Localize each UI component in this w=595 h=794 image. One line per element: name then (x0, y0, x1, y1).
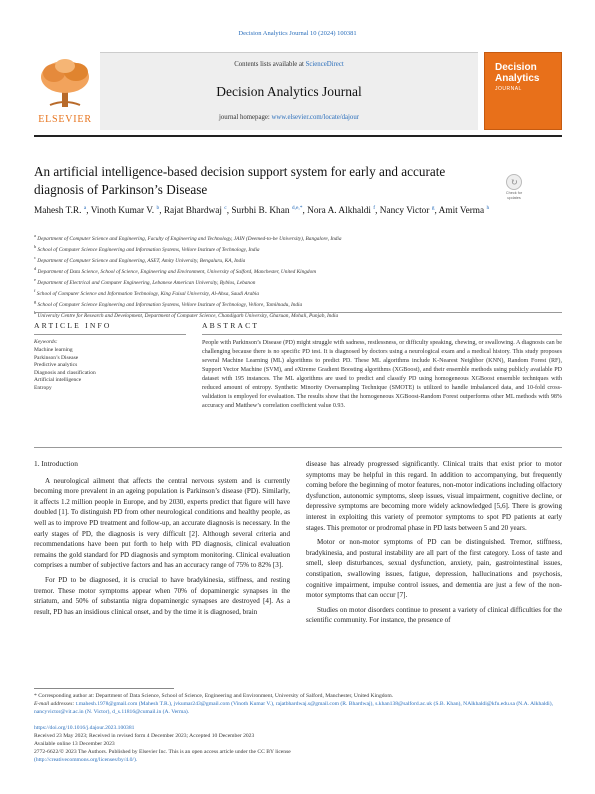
keywords-label: Keywords: (34, 339, 58, 345)
body-paragraph: Studies on motor disorders continue to present a variety of clinical difficulties for the scientific community. For instance, the presence of (306, 605, 562, 625)
body-paragraph: Motor or non-motor symptoms of PD can be distinguished. Tremor, stiffness, bradykinesia, and postural instability are all part of the first category. Loss of taste and smell, sleep disturbances, sexual dysfunction, anxiety, pain, gastrointestinal issues, constipation, swallowing issues, fatigue, depression, hallucinations and psychosis, cognitive impairment, impulse control issues, and dementia are just a few of the non-motor symptoms that can occur [7]. (306, 538, 562, 600)
journal-name: Decision Analytics Journal (216, 84, 362, 99)
keyword: Entropy (34, 384, 52, 391)
contents-available (100, 61, 478, 68)
header-divider (34, 135, 562, 137)
affiliation: $^g$ School of Computer Science Engineering and Information Systems, Vellore Institute of Technology, Vellore, Tamilnadu, India (34, 298, 303, 308)
body-paragraph: For PD to be diagnosed, it is crucial to have bradykinesia, stiffness, and resting tremor. These motor symptoms appear when 70% of dopaminergic synapses in the striatum, and 50% of substantia nigra dopaminergic synapses are destroyed [4]. As a result, PD has an insidious clinical onset, and by the time it is diagnosed, brain (34, 575, 290, 616)
author[interactable]: Vinoth Kumar V. $^b$ (90, 205, 160, 217)
body-paragraph: disease has already progressed significantly. Clinical traits that exist prior to motor symptoms may be helpful in this regard. In addition to accompanying, but frequently coming before the beginning of motor features, non-motor indications including olfactory dysfunction, autonomic symptoms, sleep issues, visual impairment, cognitive decline, or depressive symptoms are becoming more widely acknowledged [5,6]. There is growing interest in exploiting this variety of premotor symptoms to spot PD patients at early stages. This premotor or prodromal phase in PD lasts between 5 and 20 years. (306, 460, 562, 532)
check-updates-label: Check for updates (505, 191, 523, 200)
author[interactable]: Surbhi B. Khan $^{d,e,*}$ (231, 205, 303, 217)
abstract-text: People with Parkinson’s Disease (PD) might struggle with sadness, restlessness, or difficulty speaking, chewing, or swallowing. A diagnosis can be challenging because there is no specific PD test. It is diagnosed by doctors using a neurological exam and a medical history. This study proposes several Machine Learning (ML) algorithms to predict PD. These ML algorithms include K-Nearest Neighbor (KNN), Random Forest (RF), Support Vector Machine (SVM), and eXtreme Gradient Boosting algorithms (XGBoost), and their ensemble methods using publicly available PD dataset with 195 instances. The ML algorithms are used to predict and classify PD using homogeneous XGBoost ensemble techniques with reduced amount of entropy. Synthetic Minority Oversampling Technique (SMOTE) is utilized to handle imbalanced data, and 10-fold cross-validation is employed for evaluation. The results show that the homogeneous XGBoost-Random Forest outperforms other ML methods with 98% accuracy and Matthew’s correlation coefficient value 0.93. (202, 340, 562, 409)
elsevier-tree-icon (34, 54, 96, 112)
article-title: An artificial intelligence-based decision support system for early and accurate diagnosis of Parkinson’s Disease (34, 164, 446, 197)
email-links[interactable]: t.mahesh.1978@gmail.com (Mahesh T.R.), jvkumar243@gmail.com (Vinoth Kumar V.), rajatbhardwaj.s@gmail.com (R. Bhardwaj), s.khan138@salford.ac.uk (S.B. Khan), NAlkhaldi@kfu.edu.sa (N.A. Alkhaldi), nancyvictor@vit.ac.in (N. Victor), d_s.11816@cumail.in (A. Verma). (34, 701, 553, 716)
body-column-left (34, 459, 290, 621)
author[interactable]: Amit Verma $^h$ (438, 205, 490, 217)
author[interactable]: Nancy Victor $^g$ (379, 205, 435, 217)
body-paragraph: A neurological ailment that affects the central nervous system and is currently becoming more prevalent in an ageing population is Parkinson’s disease (PD). Similarly, it affects 1.2 million people in Europe, and by 2030, experts predict that figure will have doubled [1]. To distinguish PD from other neurological conditions and healthy people, as well as to improve PD treatment and follow-up, an accurate diagnosis is necessary. In the early stages of PD, the diagnosis is very difficult [2]. Although several criteria and recommendations have been put forth to help with PD diagnosis, clinical evaluation remains the gold standard for PD diagnosis and symptom monitoring. Clinical evaluation comprises a number of subjective factors and has an accuracy range of 75% to 82% [3]. (34, 476, 290, 570)
article-meta (34, 724, 562, 765)
keyword: Machine learning (34, 347, 73, 353)
author[interactable]: Rajat Bhardwaj $^c$ (163, 205, 227, 217)
section-divider (34, 312, 562, 313)
footnote-divider (34, 688, 174, 689)
keyword: Predictive analytics (34, 362, 78, 369)
corresponding-author-note: * Corresponding author at: Department of Data Science, School of Science, Engineering and Environment, University of Salford, Manchester, United Kingdom. (34, 693, 394, 699)
affiliation: $^b$ School of Computer Science Engineering and Information Systems, Vellore Institute of Technology, India (34, 243, 260, 253)
license-link[interactable]: (http://creativecommons.org/licenses/by/4.0/). (34, 757, 138, 764)
journal-homepage (100, 114, 478, 121)
keyword-list (34, 347, 96, 393)
cover-subtitle: JOURNAL (495, 86, 522, 92)
affiliation: $^e$ Department of Electrical and Computer Engineering, Lebanese American University, Byblos, Lebanon (34, 276, 256, 286)
affiliation: $^d$ Department of Data Science, School of Science, Engineering and Environment, University of Salford, Manchester, United Kingdom (34, 265, 317, 275)
abstract-heading: ABSTRACT (202, 321, 260, 330)
received-dates: Received 23 May 2023; Received in revised form 4 December 2023; Accepted 10 December 2023 (34, 732, 255, 739)
footnotes (34, 692, 562, 765)
elsevier-wordmark: ELSEVIER (38, 114, 92, 125)
author[interactable]: Mahesh T.R. $^a$ (34, 205, 87, 217)
keyword: Artificial intelligence (34, 377, 82, 384)
author[interactable]: Nora A. Alkhaldi $^f$ (307, 205, 376, 217)
check-for-updates[interactable] (500, 174, 528, 200)
affiliation: $^c$ Department of Computer Science and Engineering, ASET, Amity University, Bengaluru, KA, India (34, 254, 246, 264)
elsevier-logo (34, 54, 96, 130)
abstract-divider (202, 334, 562, 335)
email-label: E-mail addresses: (34, 701, 75, 708)
keyword: Parkinson’s Disease (34, 354, 79, 361)
journal-masthead (100, 52, 478, 130)
doi-link[interactable]: https://doi.org/10.1016/j.dajour.2023.100381 (34, 724, 135, 731)
article-info-divider (34, 334, 186, 335)
journal-reference[interactable]: Decision Analytics Journal 10 (2024) 100381 (238, 30, 357, 37)
homepage-link[interactable]: www.elsevier.com/locate/dajour (271, 114, 359, 121)
check-updates-icon: ↻ (506, 174, 522, 190)
affiliation: $^h$ University Centre for Research and Development, Department of Computer Science, Chandigarh University, Gharuan, Mohali, Punjab, India (34, 309, 339, 319)
keyword: Diagnosis and classification (34, 369, 96, 376)
homepage-prefix: journal homepage: (219, 114, 272, 121)
body-column-right (306, 459, 562, 630)
article-info-heading: ARTICLE INFO (34, 321, 112, 330)
sciencedirect-link[interactable]: ScienceDirect (305, 61, 344, 68)
copyright-notice: 2772-6622/© 2023 The Authors. Published by Elsevier Inc. This is an open access article under the CC BY license (34, 749, 291, 756)
affiliation: $^f$ School of Computer Science and Information Technology, King Faisal University, Al-Ahsa, Saudi Arabia (34, 287, 260, 297)
cover-title: Decision Analytics (495, 62, 540, 84)
author-list: Mahesh T.R. $^a$, Vinoth Kumar V. $^b$, Rajat Bhardwaj $^c$, Surbhi B. Khan $^{d,e,*}$, Nora A. Alkhaldi $^f$, Nancy Victor $^g$, Amit Verma $^h$ (34, 205, 490, 217)
section-heading-introduction: 1. Introduction (34, 459, 78, 468)
body-divider (34, 447, 562, 448)
email-addresses (34, 700, 562, 716)
available-online: Available online 13 December 2023 (34, 741, 115, 748)
journal-cover-thumbnail (484, 52, 562, 130)
contents-prefix: Contents lists available at (234, 61, 306, 68)
affiliation: $^a$ Department of Computer Science and Engineering, Faculty of Engineering and Technology, JAIN (Deemed-to-be University), Bangalore, India (34, 233, 342, 242)
affiliation-list (34, 232, 562, 320)
